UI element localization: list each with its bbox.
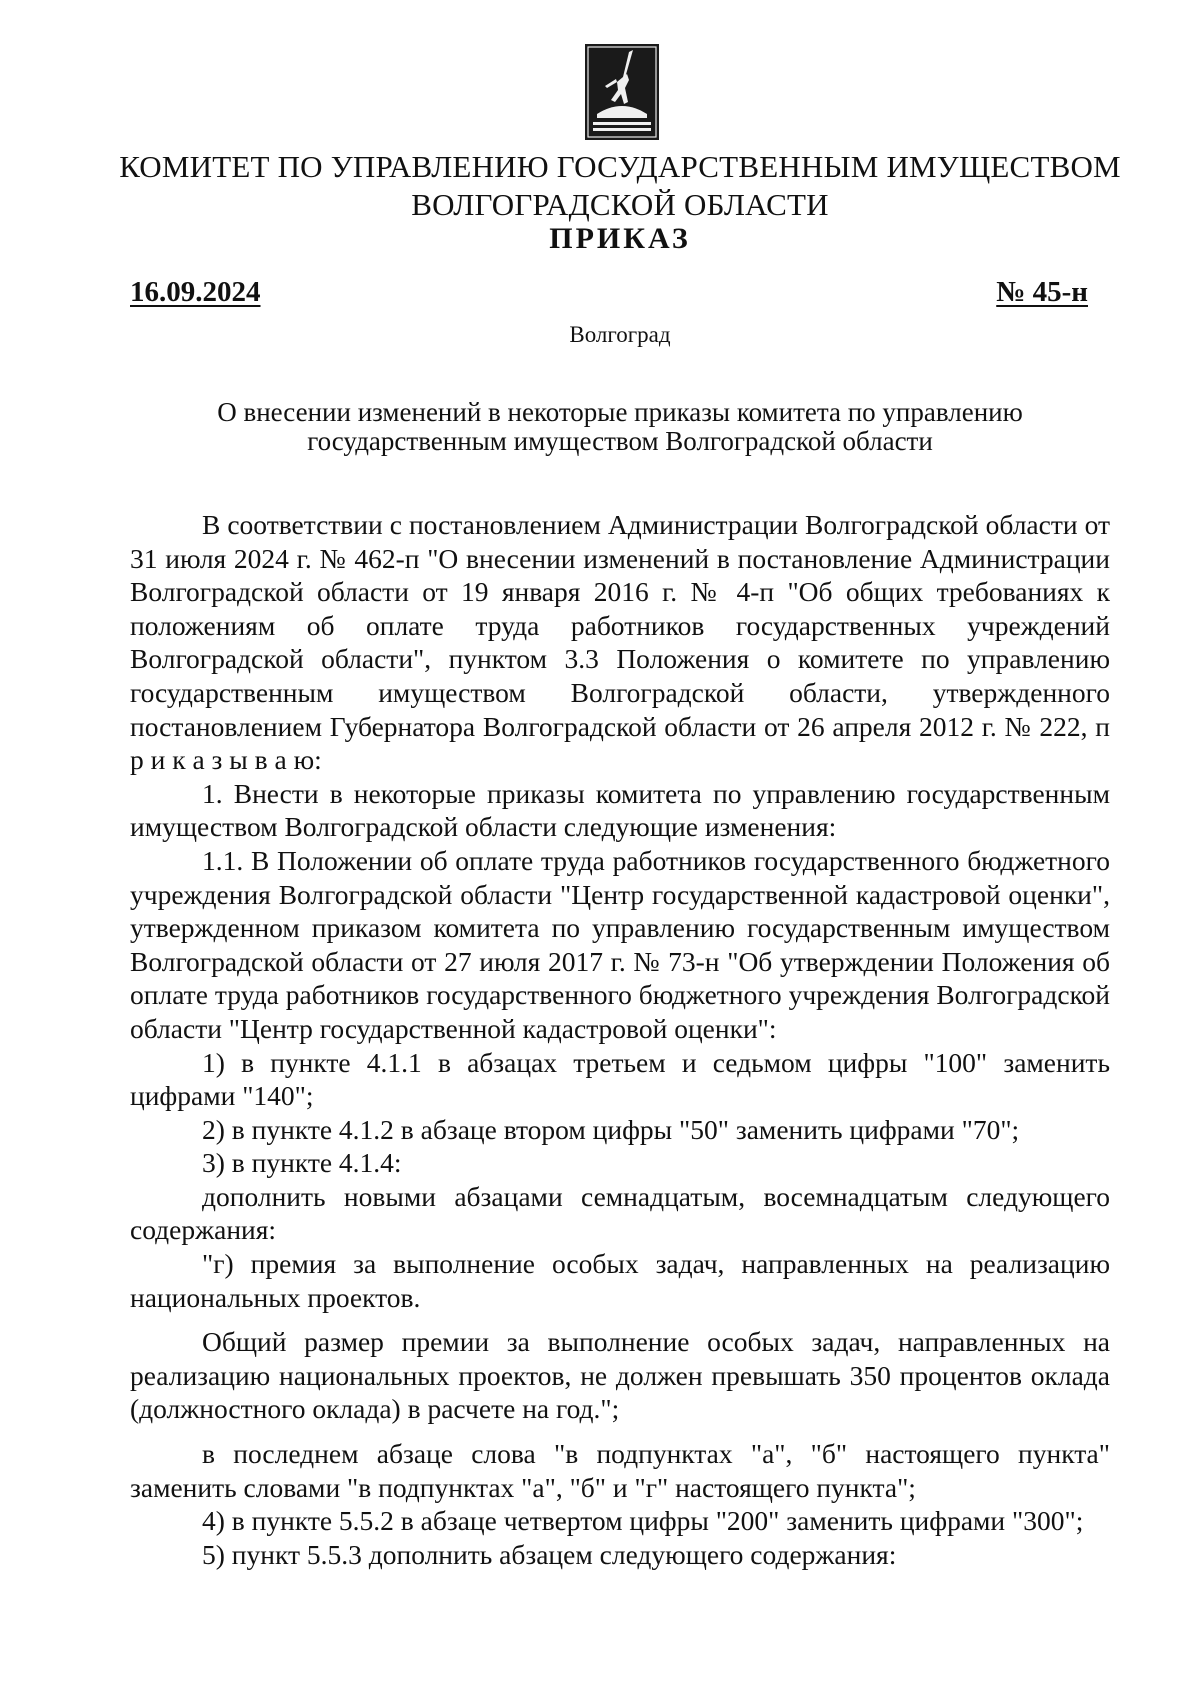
paragraph-quote-g: "г) премия за выполнение особых задач, направленных на реализацию национальных проектов. xyxy=(130,1248,1110,1313)
paragraph-subitem-1: 1) в пункте 4.1.1 в абзацах третьем и седьмом цифры "100" заменить цифрами "140"; xyxy=(130,1046,1110,1112)
subject-line-2: государственным имуществом Волгоградской области xyxy=(307,426,933,456)
paragraph-item-1-1: 1.1. В Положении об оплате труда работников государственного бюджетного учреждения Волгоградской области "Центр государственной кадастровой оценки", утвержденном приказом комитета по управлению государственным имуществом Волгоградской области от 27 июля 2017 г. № 73-н "Об утверждении Положения об оплате труда работников государственного бюджетного учреждения Волгоградской области "Центр государственной кадастровой оценки": xyxy=(130,844,1110,1044)
paragraph-subitem-5: 5) пункт 5.5.3 дополнить абзацем следующего содержания: xyxy=(202,1538,897,1570)
paragraph-subitem-3: 3) в пункте 4.1.4: xyxy=(202,1147,402,1179)
paragraph-item-1: 1. Внести в некоторые приказы комитета по управлению государственным имуществом Волгоградской области следующие изменения: xyxy=(130,777,1110,843)
document-date: 16.09.2024 xyxy=(130,276,261,308)
emblem-icon xyxy=(585,44,659,140)
document-number: № 45-н xyxy=(996,276,1088,308)
document-subject xyxy=(130,398,1110,456)
organization-title-line-2: ВОЛГОГРАДСКОЙ ОБЛАСТИ xyxy=(411,187,829,222)
document-body xyxy=(130,508,1110,1571)
paragraph-subitem-3-add: дополнить новыми абзацами семнадцатым, восемнадцатым следующего содержания: xyxy=(130,1180,1110,1246)
document-city: Волгоград xyxy=(569,322,671,347)
paragraph-last-abzac: в последнем абзаце слова "в подпунктах "а", "б" настоящего пункта" заменить словами "в подпунктах "а", "б" и "г" настоящего пункта"; xyxy=(130,1438,1110,1503)
paragraph-quote-total: Общий размер премии за выполнение особых задач, направленных на реализацию национальных проектов, не должен превышать 350 процентов оклада (должностного оклада) в расчете на год."; xyxy=(130,1326,1110,1425)
organization-title-line-1: КОМИТЕТ ПО УПРАВЛЕНИЮ ГОСУДАРСТВЕННЫМ ИМУЩЕСТВОМ xyxy=(119,149,1121,184)
subject-line-1: О внесении изменений в некоторые приказы комитета по управлению xyxy=(217,397,1023,427)
organization-title xyxy=(60,148,1180,224)
paragraph-subitem-2: 2) в пункте 4.1.2 в абзаце втором цифры "50" заменить цифрами "70"; xyxy=(202,1113,1020,1145)
document-type: ПРИКАЗ xyxy=(549,222,691,255)
paragraph-subitem-4: 4) в пункте 5.5.2 в абзаце четвертом цифры "200" заменить цифрами "300"; xyxy=(202,1505,1084,1537)
paragraph-preamble: В соответствии с постановлением Администрации Волгоградской области от 31 июля 2024 г. № 462-п "О внесении изменений в постановление Администрации Волгоградской области от 19 января 2016 г. № 4-п "Об общих требованиях к положениям об оплате труда работников государственных учреждений Волгоградской области", пунктом 3.3 Положения о комитете по управлению государственным имуществом Волгоградской области, утвержденного постановлением Губернатора Волгоградской области от 26 апреля 2012 г. № 222, п р и к а з ы в а ю: xyxy=(130,509,1110,776)
